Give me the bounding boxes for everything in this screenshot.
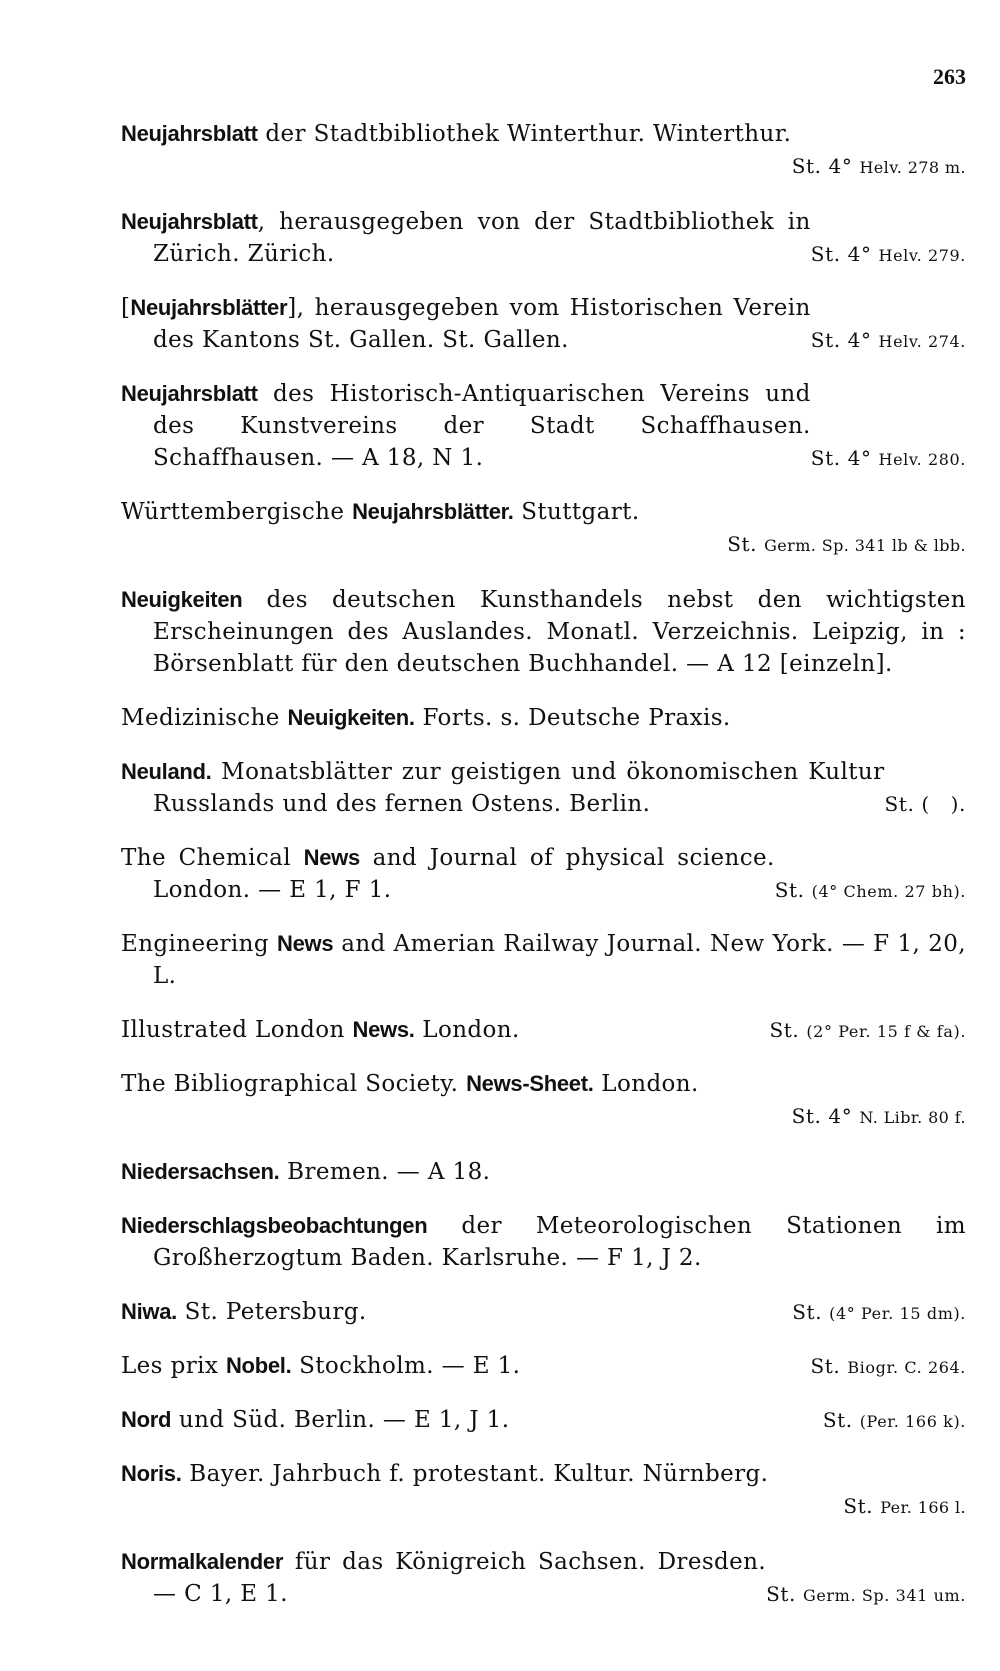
shelfmark-main: St. — [727, 532, 758, 556]
shelfmark-detail: Biogr. C. 264. — [847, 1358, 966, 1377]
shelfmark — [769, 1014, 966, 1048]
entry — [121, 206, 966, 270]
shelfmark — [792, 1296, 966, 1330]
entry — [121, 702, 966, 734]
entry — [121, 1296, 966, 1328]
entry — [121, 1156, 966, 1188]
shelfmark-main: St. 4° — [810, 242, 872, 266]
entry-keyword: Neuland. — [121, 759, 212, 784]
shelfmark-main: St. 4° — [810, 328, 872, 352]
entry-keyword: Neuigkeiten — [121, 587, 243, 612]
entry — [121, 1458, 966, 1524]
shelfmark-main: St. — [774, 878, 805, 902]
entry — [121, 118, 966, 184]
shelfmark-main: St. 4° — [791, 154, 853, 178]
shelfmark-detail: Germ. Sp. 341 lb & lbb. — [764, 536, 966, 555]
entry-prefix: Les prix — [121, 1353, 226, 1379]
entry — [121, 378, 966, 474]
shelfmark — [775, 874, 966, 908]
entry-prefix: Illustrated London — [121, 1017, 353, 1043]
entry — [121, 928, 966, 992]
entry-keyword: Nobel. — [225, 1353, 292, 1378]
shelfmark-detail: (4° Per. 15 dm). — [829, 1304, 966, 1323]
shelfmark — [153, 150, 966, 184]
shelfmark-main: St. — [769, 1018, 800, 1042]
entry-keyword: Neujahrsblatt — [121, 209, 258, 234]
shelfmark — [810, 1350, 966, 1384]
entry-keyword: News — [276, 931, 334, 956]
entry — [121, 1210, 966, 1274]
shelfmark-main: St. ( — [884, 792, 930, 816]
entry-prefix: Engineering — [121, 931, 277, 957]
shelfmark-main: St. — [766, 1582, 797, 1606]
entry-prefix: [ — [121, 295, 131, 321]
entry-keyword: Neuigkeiten. — [287, 705, 415, 730]
shelfmark-detail: Per. 166 l. — [880, 1498, 966, 1517]
shelfmark-main: St. 4° — [810, 446, 872, 470]
entry-keyword: Noris. — [121, 1461, 182, 1486]
shelfmark — [885, 788, 967, 820]
entry-text: London. — [414, 1017, 520, 1043]
entry-keyword: Niedersachsen. — [121, 1159, 280, 1184]
shelfmark-detail: Helv. 278 m. — [859, 158, 966, 177]
shelfmark — [153, 528, 966, 562]
entry-text: Monatsblätter zur geistigen und ökonomischen Kultur Russlands und des fernen Ostens. Berlin. — [153, 759, 885, 817]
shelfmark-main: St. 4° — [791, 1104, 853, 1128]
entry-prefix: Medizinische — [121, 705, 288, 731]
shelfmark — [153, 1490, 966, 1524]
entry-keyword: Niwa. — [121, 1299, 177, 1324]
entry-text: Stuttgart. — [513, 499, 640, 525]
entry-keyword: Nord — [121, 1407, 172, 1432]
entry — [121, 842, 966, 906]
shelfmark-main: St. — [843, 1494, 874, 1518]
entry-text: ], herausgegeben vom Historischen Verein des Kantons St. Gallen. St. Gallen. — [153, 295, 811, 353]
shelfmark-main: St. — [792, 1300, 823, 1324]
entry-keyword: Niederschlagsbeobachtungen — [121, 1213, 428, 1238]
entry — [121, 1014, 966, 1046]
entry-text: des deutschen Kunsthandels nebst den wichtigsten Erscheinungen des Auslandes. Monatl. Verzeichnis. Leipzig, in : Börsenblatt für den deutschen Buchhandel. — A 12 [einzeln]. — [153, 587, 966, 677]
entry-prefix: Württembergische — [121, 499, 353, 525]
shelfmark-main: St. — [822, 1408, 853, 1432]
entry-keyword: Neujahrsblätter. — [352, 499, 514, 524]
entry-keyword: Neujahrsblatt — [121, 121, 258, 146]
entry-text: Bayer. Jahrbuch f. protestant. Kultur. Nürnberg. — [181, 1461, 769, 1487]
shelfmark — [811, 442, 966, 476]
entry-keyword: News. — [352, 1017, 415, 1042]
entry-text: London. — [593, 1071, 699, 1097]
shelfmark-detail: Helv. 279. — [878, 246, 966, 265]
entry-text: Stockholm. — E 1. — [291, 1353, 521, 1379]
shelfmark — [766, 1578, 966, 1612]
entry — [121, 496, 966, 562]
entry-keyword: Normalkalender — [121, 1549, 284, 1574]
shelfmark-detail: (Per. 166 k). — [859, 1412, 966, 1431]
entry-keyword: News-Sheet. — [466, 1071, 594, 1096]
entry-keyword: Neujahrsblatt — [121, 381, 258, 406]
entry-text: der Meteorologischen Stationen im Großherzogtum Baden. Karlsruhe. — F 1, J 2. — [153, 1213, 966, 1271]
entry — [121, 584, 966, 680]
entry-text: and Journal of physical science. London. — E 1, F 1. — [153, 845, 775, 903]
entry-keyword: News — [303, 845, 360, 870]
entry-prefix: The Chemical — [121, 845, 304, 871]
entry-list — [121, 118, 966, 1632]
shelfmark-detail: Germ. Sp. 341 um. — [802, 1586, 966, 1605]
entry — [121, 756, 966, 820]
entry — [121, 1404, 966, 1436]
shelfmark-main: St. — [810, 1354, 841, 1378]
entry — [121, 1350, 966, 1382]
shelfmark — [823, 1404, 966, 1438]
entry-text: Forts. s. Deutsche Praxis. — [414, 705, 731, 731]
shelfmark-detail: (4° Chem. 27 bh). — [811, 882, 966, 901]
shelfmark-detail: Helv. 274. — [878, 332, 966, 351]
entry-keyword: Neujahrsblätter — [130, 295, 288, 320]
entry-text: des Historisch-Antiquarischen Vereins und des Kunstvereins der Stadt Schaffhausen. Schaffhausen. — A 18, N 1. — [153, 381, 811, 471]
shelfmark-detail: N. Libr. 80 f. — [859, 1108, 966, 1127]
entry — [121, 292, 966, 356]
page-number: 263 — [933, 64, 966, 89]
entry-text: and Amerian Railway Journal. New York. — F 1, 20, L. — [153, 931, 966, 989]
shelfmark-detail: (2° Per. 15 f & fa). — [806, 1022, 966, 1041]
entry-text: für das Königreich Sachsen. Dresden. — C 1, E 1. — [153, 1549, 767, 1607]
shelfmark — [811, 324, 966, 358]
entry-text: St. Petersburg. — [176, 1299, 367, 1325]
shelfmark-detail: ). — [929, 792, 966, 816]
entry-text: Bremen. — A 18. — [279, 1159, 491, 1185]
shelfmark — [811, 238, 966, 272]
shelfmark — [153, 1100, 966, 1134]
entry-text: , herausgegeben von der Stadtbibliothek in Zürich. Zürich. — [153, 209, 811, 267]
entry — [121, 1068, 966, 1134]
entry-text: und Süd. Berlin. — E 1, J 1. — [171, 1407, 510, 1433]
entry-prefix: The Bibliographical Society. — [121, 1071, 467, 1097]
shelfmark-detail: Helv. 280. — [878, 450, 966, 469]
entry-text: der Stadtbibliothek Winterthur. Winterthur. — [257, 121, 792, 147]
entry — [121, 1546, 966, 1610]
